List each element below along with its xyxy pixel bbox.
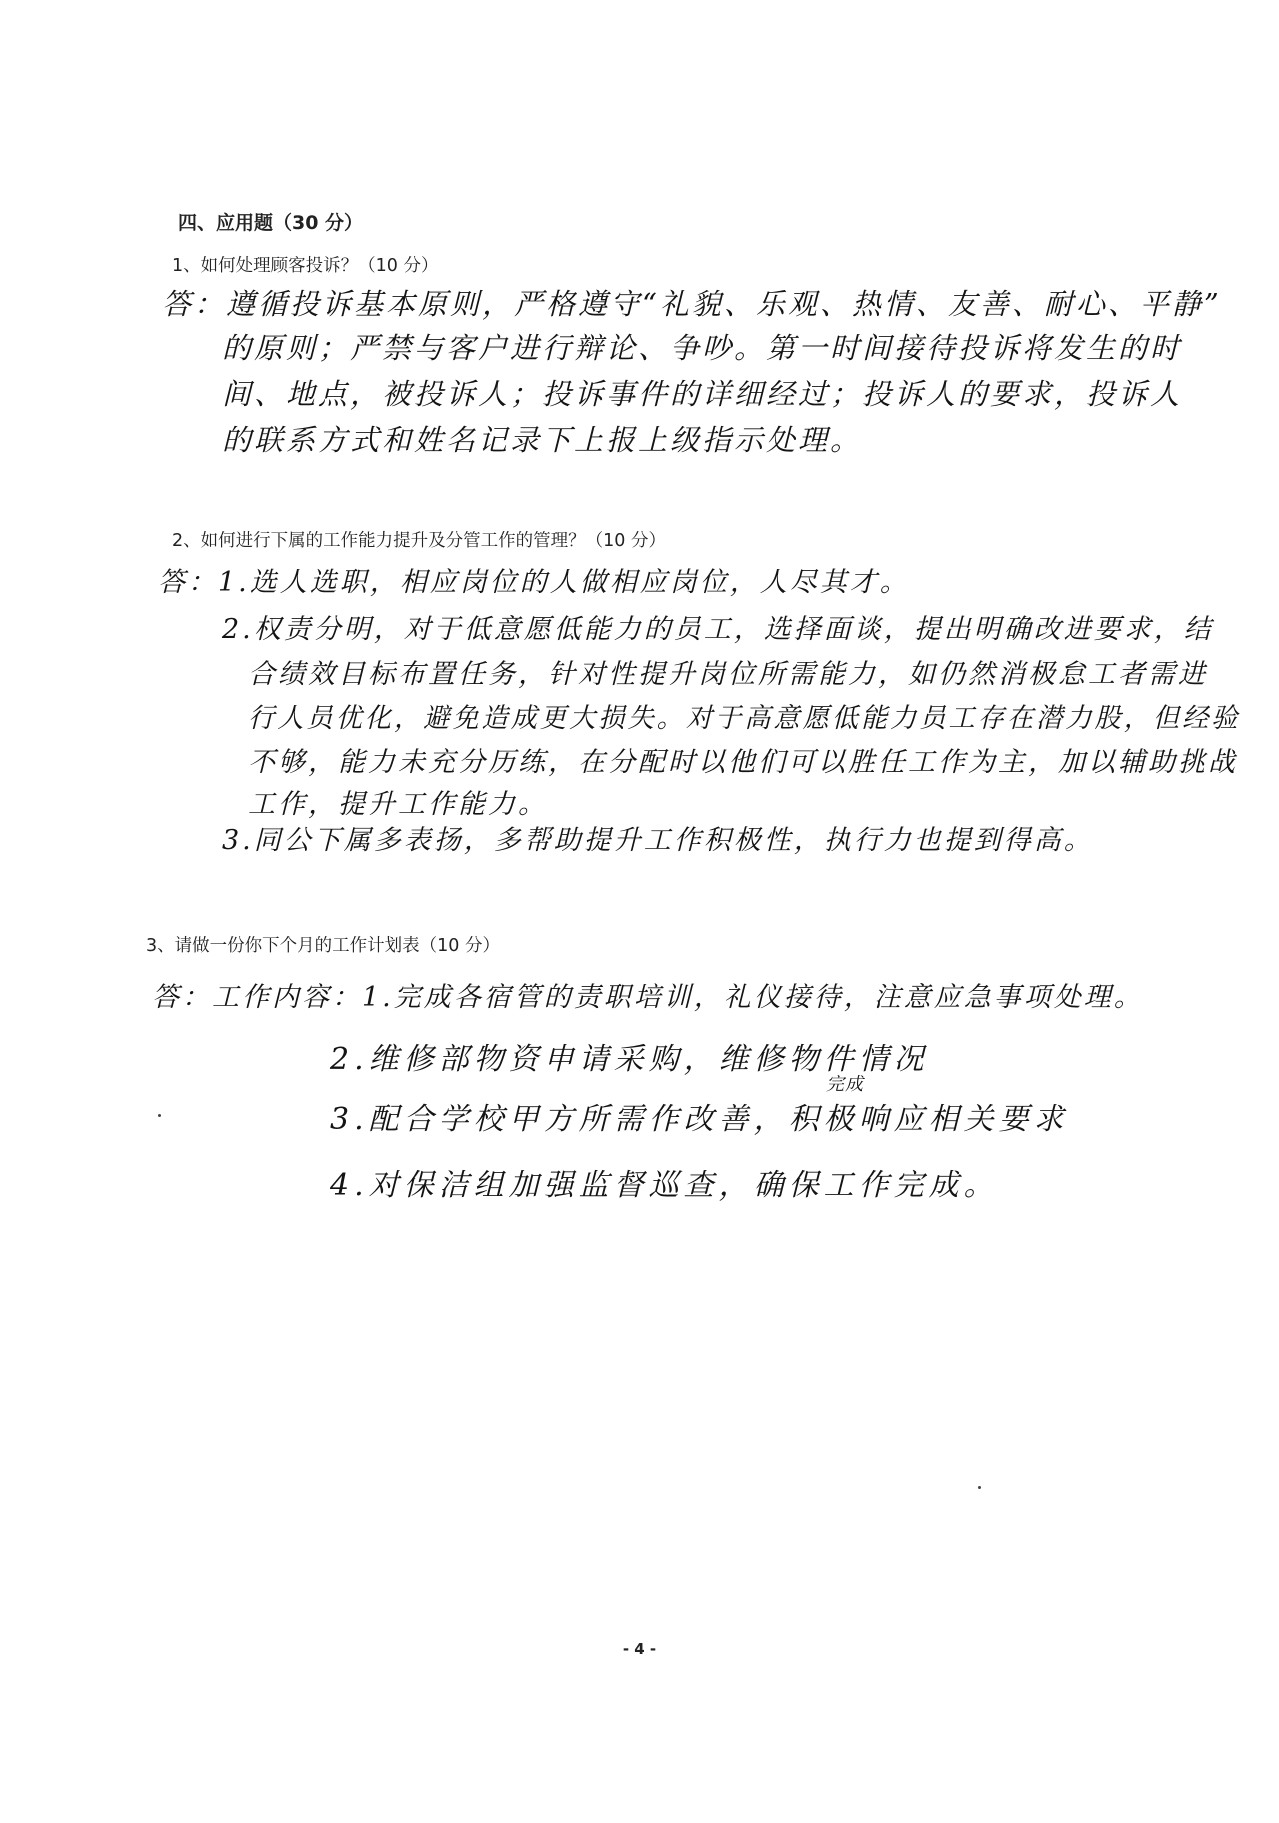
answer-1-line-3: 间、地点，被投诉人；投诉事件的详细经过；投诉人的要求，投诉人 bbox=[222, 377, 1183, 411]
answer-2-line-6: 工作，提升工作能力。 bbox=[248, 789, 548, 820]
question-1: 1、如何处理顾客投诉？（10 分） bbox=[172, 256, 439, 276]
answer-3-line-3: 3.配合学校甲方所需作改善，积极响应相关要求 bbox=[330, 1102, 1069, 1137]
scan-speck bbox=[158, 1114, 161, 1117]
answer-2-line-4: 行人员优化，避免造成更大损失。对于高意愿低能力员工存在潜力股，但经验 bbox=[248, 703, 1241, 734]
answer-3-line-2: 2.维修部物资申请采购，维修物件情况 bbox=[330, 1042, 929, 1077]
answer-1-line-1: 答：遵循投诉基本原则，严格遵守“礼貌、乐观、热情、友善、耐心、平静” bbox=[162, 287, 1222, 321]
answer-2-line-7: 3.同公下属多表扬，多帮助提升工作积极性，执行力也提到得高。 bbox=[222, 825, 1094, 856]
answer-2-line-1: 答：1.选人选职，相应岗位的人做相应岗位，人尽其才。 bbox=[158, 567, 910, 598]
page-number: - 4 - bbox=[622, 1640, 657, 1658]
answer-2-line-3: 合绩效目标布置任务，针对性提升岗位所需能力，如仍然消极怠工者需进 bbox=[248, 659, 1208, 690]
answer-3-line-1: 答：工作内容：1.完成各宿管的责职培训，礼仪接待，注意应急事项处理。 bbox=[152, 982, 1144, 1013]
answer-2-line-5: 不够，能力未充分历练，在分配时以他们可以胜任工作为主，加以辅助挑战 bbox=[248, 747, 1238, 778]
scan-speck bbox=[978, 1486, 981, 1489]
answer-3-line-4: 4.对保洁组加强监督巡查，确保工作完成。 bbox=[330, 1168, 999, 1203]
answer-1-line-2: 的原则；严禁与客户进行辩论、争吵。第一时间接待投诉将发生的时 bbox=[222, 331, 1183, 365]
answer-2-line-2: 2.权责分明，对于低意愿低能力的员工，选择面谈，提出明确改进要求，结 bbox=[222, 614, 1214, 645]
question-3: 3、请做一份你下个月的工作计划表（10 分） bbox=[146, 936, 500, 956]
answer-3-insert-mark: 完成 bbox=[826, 1074, 864, 1095]
answer-1-line-4: 的联系方式和姓名记录下上报上级指示处理。 bbox=[222, 423, 863, 457]
question-2: 2、如何进行下属的工作能力提升及分管工作的管理？（10 分） bbox=[172, 531, 666, 551]
section-title: 四、应用题（30 分） bbox=[178, 212, 364, 234]
